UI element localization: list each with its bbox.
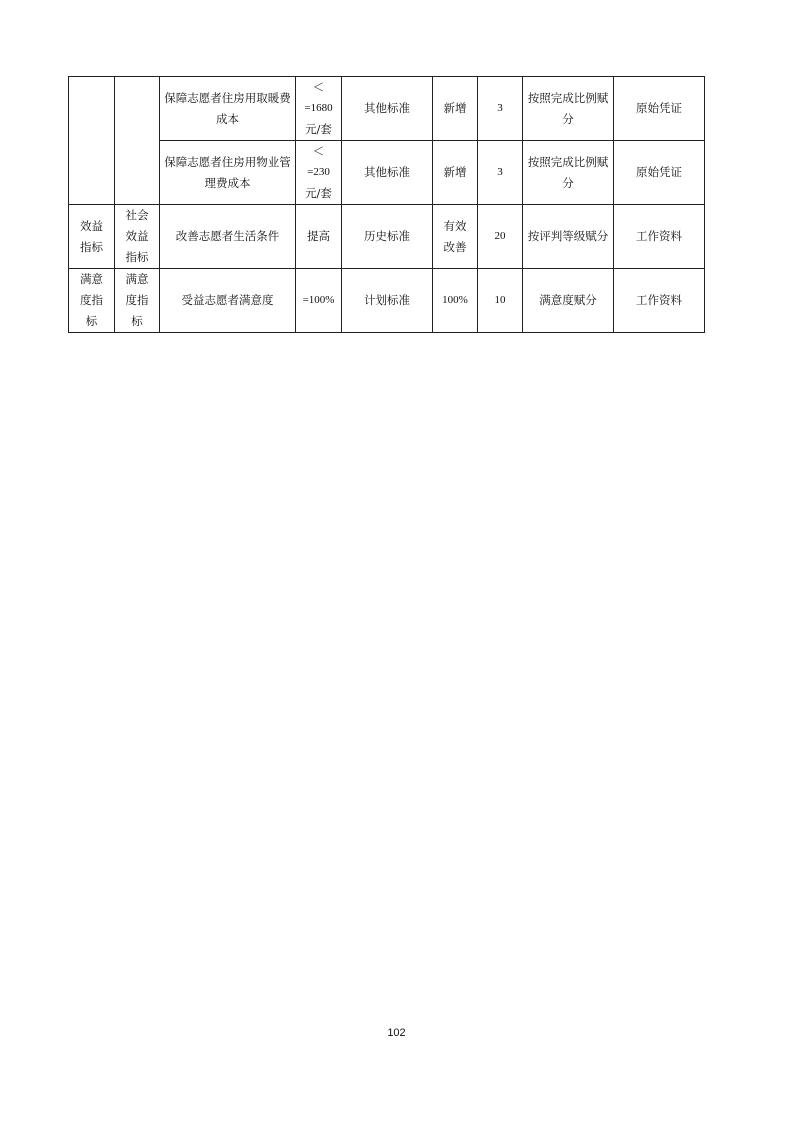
table-row (69, 141, 705, 205)
page-number: 102 (387, 1027, 406, 1039)
indicator-value-cell: ＜ =230 元/套 (296, 141, 342, 205)
table-row (69, 269, 705, 333)
scoring-method-cell: 满意度赋分 (523, 269, 614, 333)
score-cell: 20 (478, 205, 523, 269)
level3-indicator-cell: 改善志愿者生活条件 (160, 205, 296, 269)
indicator-value-cell: =100% (296, 269, 342, 333)
level3-indicator-cell: 受益志愿者满意度 (160, 269, 296, 333)
level3-indicator-cell: 保障志愿者住房用物业管 理费成本 (160, 141, 296, 205)
indicator-value-cell: ＜ =1680 元/套 (296, 77, 342, 141)
score-cell: 3 (478, 141, 523, 205)
data-source-cell: 原始凭证 (614, 141, 705, 205)
data-source-cell: 工作资料 (614, 269, 705, 333)
standard-cell: 计划标准 (342, 269, 433, 333)
level2-indicator-cell: 社会 效益 指标 (115, 205, 160, 269)
indicator-value-cell: 提高 (296, 205, 342, 269)
standard-cell: 其他标准 (342, 141, 433, 205)
level2-indicator-cell: 满意 度指 标 (115, 269, 160, 333)
score-cell: 3 (478, 77, 523, 141)
nature-cell: 新增 (433, 77, 478, 141)
level1-indicator-cell: 效益 指标 (69, 205, 115, 269)
standard-cell: 其他标准 (342, 77, 433, 141)
nature-cell: 有效 改善 (433, 205, 478, 269)
nature-cell: 新增 (433, 141, 478, 205)
table-row (69, 77, 705, 141)
performance-indicator-table (68, 76, 705, 333)
table-row (69, 205, 705, 269)
level1-indicator-cell (69, 77, 115, 205)
data-source-cell: 原始凭证 (614, 77, 705, 141)
nature-cell: 100% (433, 269, 478, 333)
level1-indicator-cell: 满意 度指 标 (69, 269, 115, 333)
scoring-method-cell: 按照完成比例赋 分 (523, 77, 614, 141)
score-cell: 10 (478, 269, 523, 333)
level2-indicator-cell (115, 77, 160, 205)
level3-indicator-cell: 保障志愿者住房用取暖费 成本 (160, 77, 296, 141)
scoring-method-cell: 按照完成比例赋 分 (523, 141, 614, 205)
data-source-cell: 工作资料 (614, 205, 705, 269)
scoring-method-cell: 按评判等级赋分 (523, 205, 614, 269)
standard-cell: 历史标准 (342, 205, 433, 269)
